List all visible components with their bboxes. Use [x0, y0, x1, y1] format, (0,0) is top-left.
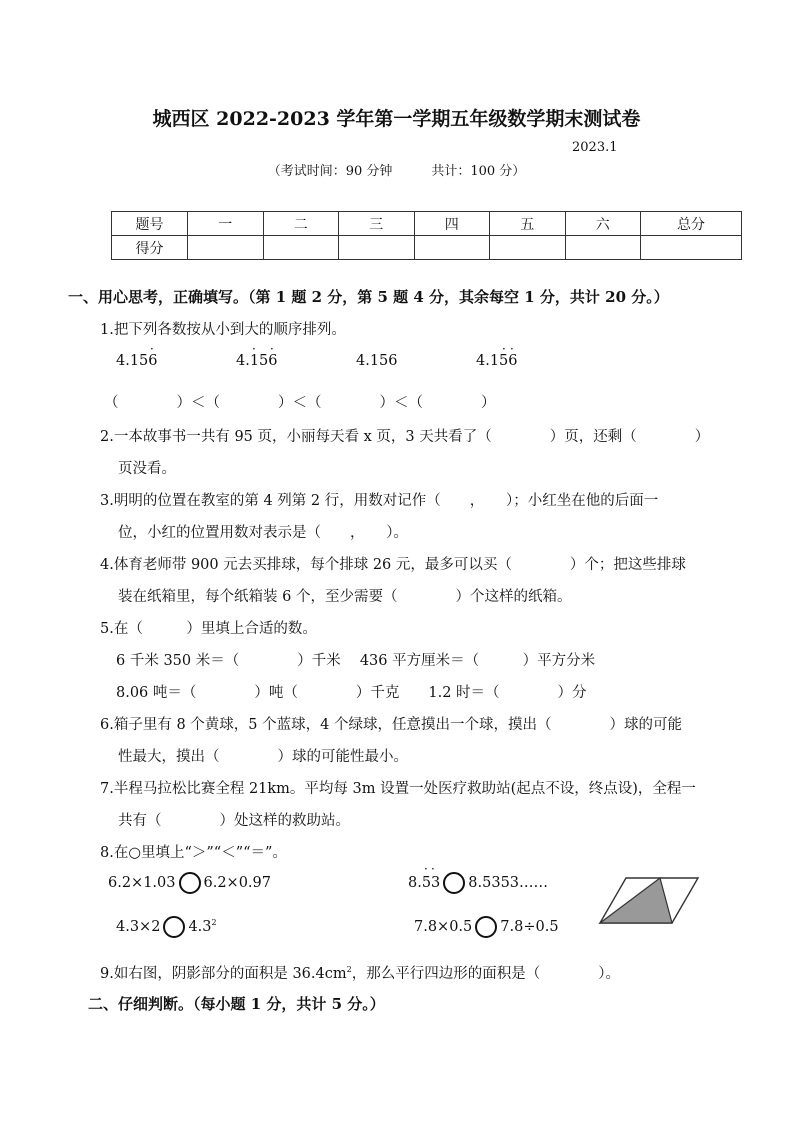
question-8-text: 8.在○里填上“＞”“＜”“＝”。 [100, 845, 287, 861]
question-5-line-2: 6 千米 350 米＝（ ）千米 436 平方厘米＝（ ）平方分米 [116, 653, 596, 669]
page-title: 城西区 2022-2023 学年第一学期五年级数学期末测试卷 [152, 108, 641, 130]
score-cell: 题号 [112, 212, 188, 236]
section-1-heading: 一、用心思考，正确填写。（第 1 题 2 分，第 5 题 4 分，其余每空 1 分，共计 20 分。） [68, 288, 669, 306]
question-6-line-2: 性最大，摸出（ ）球的可能性最小。 [118, 749, 408, 765]
compare-right: 4.3 [188, 919, 212, 935]
compare-row-3 [116, 916, 217, 938]
compare-left: 8.53 [408, 875, 441, 891]
exponent: 2 [346, 965, 352, 975]
score-input-cell[interactable] [641, 236, 742, 260]
compare-circle[interactable] [443, 872, 465, 894]
score-input-cell[interactable] [339, 236, 415, 260]
compare-row-1 [108, 872, 271, 894]
repeating-dot-mark: · [510, 342, 514, 356]
compare-right: 7.8÷0.5 [500, 919, 559, 935]
exam-subtitle: （考试时间：90 分钟 共计：100 分） [267, 164, 526, 179]
compare-left: 6.2×1.03 [108, 875, 176, 891]
question-2-line-2: 页没看。 [118, 461, 176, 477]
score-table [111, 211, 742, 260]
section-2-heading: 二、仔细判断。（每小题 1 分，共计 5 分。） [88, 995, 385, 1013]
question-2-line-1: 2.一本故事书一共有 95 页，小丽每天看 x 页，3 天共看了（ ）页，还剩（ ） [100, 429, 710, 445]
score-cell: 一 [188, 212, 264, 236]
score-input-cell[interactable] [414, 236, 490, 260]
compare-circle[interactable] [475, 916, 497, 938]
repeating-dot-mark: · [270, 342, 274, 356]
score-table-score-row [112, 236, 742, 260]
question-5-line-3: 8.06 吨＝（ ）吨（ ）千克 1.2 时＝（ ）分 [116, 685, 587, 701]
question-3-line-2: 位，小红的位置用数对表示是（ ， ）。 [118, 525, 408, 541]
question-9-part-2: ，那么平行四边形的面积是（ ）。 [351, 966, 620, 982]
exam-date: 2023.1 [572, 140, 618, 155]
question-5-line-1: 5.在（ ）里填上合适的数。 [100, 621, 317, 637]
q1-number-b: 4.156 [236, 353, 278, 369]
compare-left: 4.3×2 [116, 919, 161, 935]
question-7-line-1: 7.半程马拉松比赛全程 21km。平均每 3m 设置一处医疗救助站(起点不设，终点设)，全程一 [100, 781, 696, 797]
question-6-line-1: 6.箱子里有 8 个黄球，5 个蓝球，4 个绿球，任意摸出一个球，摸出（ ）球的可能 [100, 717, 682, 733]
repeating-dot-mark: · [431, 862, 435, 876]
question-1-text: 1.把下列各数按从小到大的顺序排列。 [100, 322, 346, 338]
repeating-dot-mark: · [252, 342, 256, 356]
score-cell: 总分 [641, 212, 742, 236]
question-4-line-2: 装在纸箱里，每个纸箱装 6 个，至少需要（ ）个这样的纸箱。 [118, 589, 572, 605]
compare-row-2 [408, 872, 548, 894]
score-cell: 得分 [112, 236, 188, 260]
score-cell: 四 [414, 212, 490, 236]
score-table-header-row [112, 212, 742, 236]
question-3-line-1: 3.明明的位置在教室的第 4 列第 2 行，用数对记作（ ， ）；小红坐在他的后面一 [100, 493, 659, 509]
score-input-cell[interactable] [188, 236, 264, 260]
q1-order-answer[interactable]: （ ）＜（ ）＜（ ）＜（ ） [104, 395, 496, 411]
repeating-dot-mark: · [150, 342, 154, 356]
score-cell: 六 [565, 212, 641, 236]
score-cell: 二 [263, 212, 339, 236]
question-9 [100, 962, 620, 983]
q1-number-c: 4.156 [356, 353, 398, 369]
compare-circle[interactable] [179, 872, 201, 894]
compare-right: 8.5353…… [468, 875, 549, 891]
compare-circle[interactable] [163, 916, 185, 938]
q1-number-a: 4.156 [116, 353, 158, 369]
score-input-cell[interactable] [565, 236, 641, 260]
question-9-part-1: 9.如右图，阴影部分的面积是 36.4cm [100, 966, 347, 982]
repeating-dot-mark: · [424, 862, 428, 876]
score-cell: 五 [490, 212, 566, 236]
score-input-cell[interactable] [263, 236, 339, 260]
compare-left: 7.8×0.5 [414, 919, 473, 935]
parallelogram-figure [598, 876, 700, 926]
compare-right: 6.2×0.97 [203, 875, 271, 891]
question-7-line-2: 共有（ ）处这样的救助站。 [118, 813, 350, 829]
exponent: 2 [211, 918, 217, 928]
score-cell: 三 [339, 212, 415, 236]
compare-row-4 [414, 916, 559, 938]
score-input-cell[interactable] [490, 236, 566, 260]
q1-number-d: 4.156 [476, 353, 518, 369]
question-4-line-1: 4.体育老师带 900 元去买排球，每个排球 26 元，最多可以买（ ）个；把这些排球 [100, 557, 686, 573]
repeating-dot-mark: · [502, 342, 506, 356]
